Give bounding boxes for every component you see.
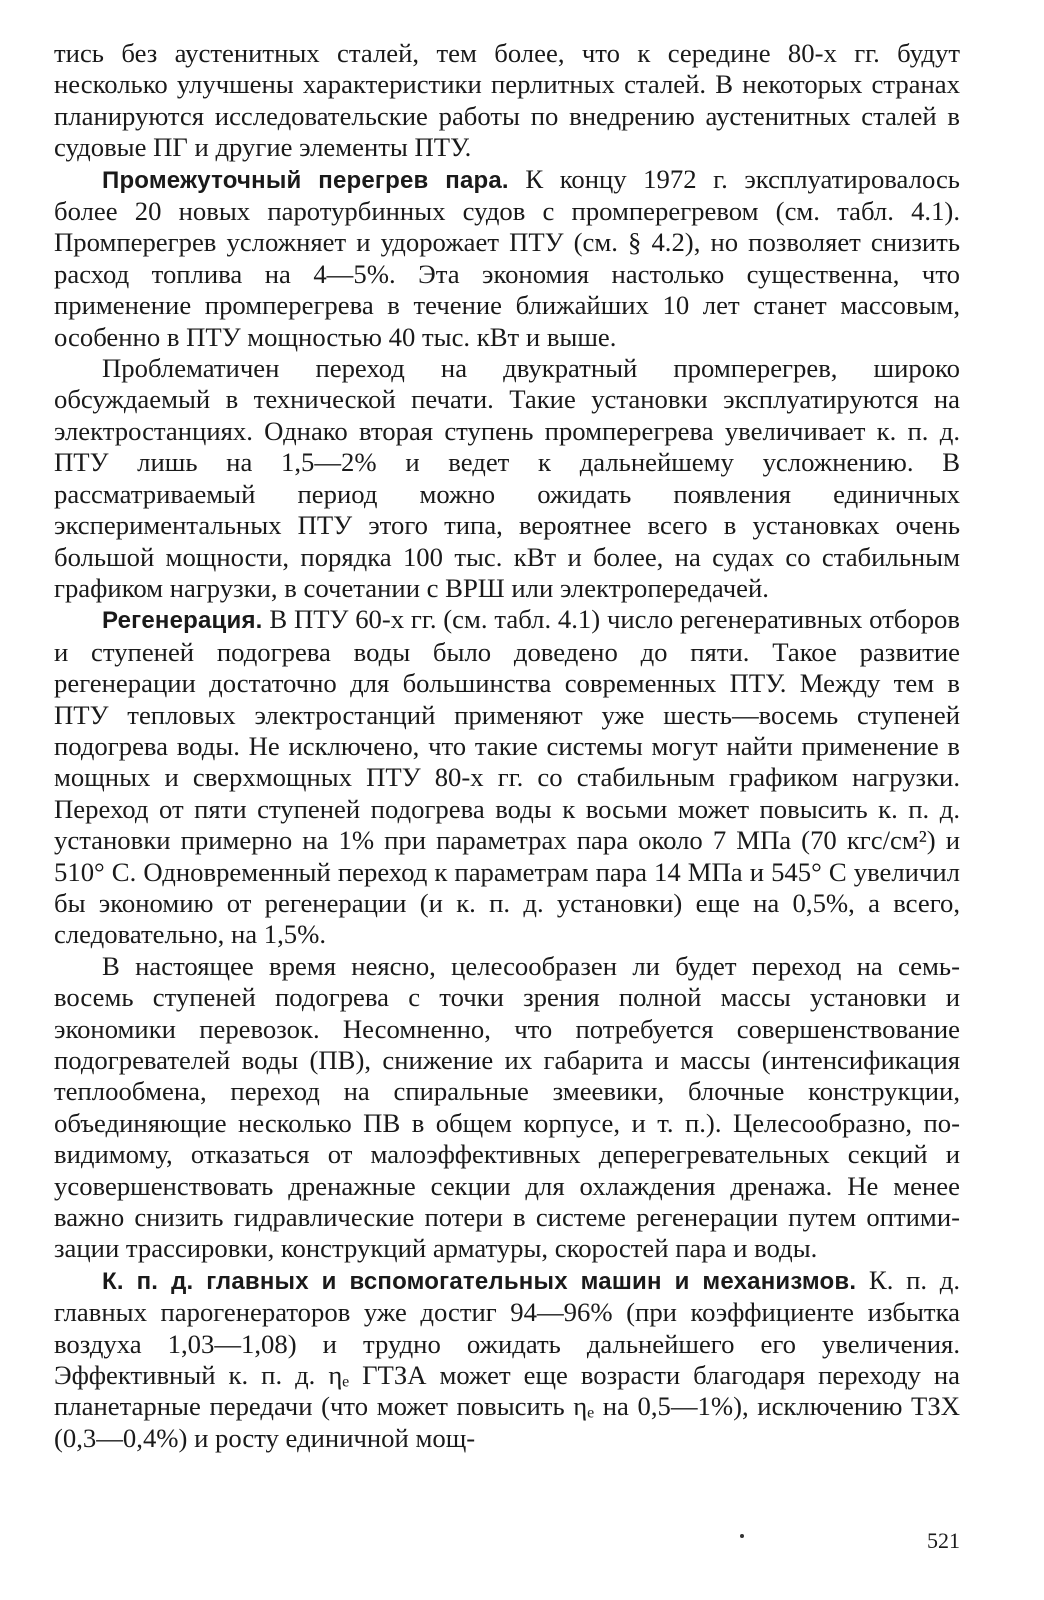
- body-text: [54, 38, 960, 1454]
- page-number: 521: [927, 1528, 960, 1553]
- paragraph-text: К концу 1972 г. эксплуатировалось более 20 новых паротурбинных судов с промперегревом (см. табл. 4.1). Промперегрев усложняет и удорожает ПТУ (см. § 4.2), но позволяет снизить расход топлива на 4—5%. Эта экономия настолько существенна, что применение промперегрева в течение ближайших 10 лет станет массовым, особенно в ПТУ мощностью 40 тыс. кВт и выше.: [54, 163, 960, 352]
- section-heading-regeneration: Регенерация.: [102, 607, 263, 635]
- paragraph-regeneration: [54, 604, 960, 950]
- paragraph-text: В ПТУ 60-х гг. (см. табл. 4.1) число регенеративных отборов и ступеней подогрева воды было доведено до пяти. Такое развитие регенерации достаточно для большинства современных ПТУ. Между тем в ПТУ тепловых электростанций применяют уже шесть—восемь ступеней подогрева воды. Не исключено, что такие системы могут найти применение в мощных и сверхмощных ПТУ 80-х гг. со стабильным графиком нагрузки. Переход от пяти ступеней подогрева воды к восьми может повысить к. п. д. установки примерно на 1% при параметрах пара около 7 МПа (70 кгс/см²) и 510° С. Одновременный переход к параметрам пара 14 МПа и 545° С увеличил бы экономию от регенерации (и к. п. д. установки) еще на 0,5%, а всего, следовательно, на 1,5%.: [54, 604, 960, 950]
- paragraph-text: К. п. д. главных парогенераторов уже достиг 94—96% (при коэффициенте избытка воздуха 1,03—1,08) и трудно ожидать дальнейшего его увеличения. Эффективный к. п. д. ηₑ ГТЗА может еще возрасти благодаря переходу на планетарные передачи (что может повысить ηₑ на 0,5—1%), исключению ТЗХ (0,3—0,4%) и росту единичной мощ-: [54, 1264, 961, 1453]
- section-heading-reheat: Промежуточный перегрев пара.: [102, 166, 509, 194]
- paragraph-reheat: [54, 164, 960, 353]
- paragraph-efficiency: [54, 1265, 960, 1454]
- section-heading-efficiency: К. п. д. главных и вспомогательных машин и механизмов.: [102, 1267, 857, 1295]
- paragraph-double-reheat: [54, 353, 960, 604]
- paragraph-text: тись без аустенитных сталей, тем более, что к середине 80-х гг. будут несколько улучшены характеристики перлитных сталей. В некоторых странах планируются исследовательские работы по внедрению аустенитных сталей в судовые ПГ и другие элементы ПТУ.: [54, 38, 960, 163]
- paragraph-continuation: [54, 38, 960, 164]
- paragraph-heaters: [54, 951, 960, 1265]
- print-speck: [740, 1534, 744, 1538]
- paragraph-text: Проблематичен переход на двукратный промперегрев, широко обсуждаемый в технической печати. Такие установки эксплуатируются на электростанциях. Однако вторая ступень промперегрева увеличивает к. п. д. ПТУ лишь на 1,5—2% и ведет к дальнейшему усложнению. В рассматриваемый период можно ожидать появления единичных экспериментальных ПТУ этого типа, вероятнее всего в установках очень большой мощности, порядка 100 тыс. кВт и более, на судах со стабильным графиком нагрузки, в сочетании с ВРШ или электропередачей.: [54, 353, 960, 603]
- paragraph-text: В настоящее время неясно, целесообразен ли будет переход на семь-восемь ступеней подогрева с точки зрения полной массы установки и экономики перевозок. Несомненно, что потребуется совершенствование подогревателей воды (ПВ), снижение их габарита и массы (интенсификация теплообмена, переход на спиральные змеевики, блочные конструкции, объединяющие несколько ПВ в общем корпусе, и т. п.). Целесообразно, по-видимому, отказаться от малоэффективных деперегревательных секций и усовершенствовать дренажные секции для охлаждения дренажа. Не менее важно снизить гидравлические потери в системе регенерации путем оптимизации трассировки, конструкций арматуры, скоростей пара и воды.: [54, 950, 960, 1264]
